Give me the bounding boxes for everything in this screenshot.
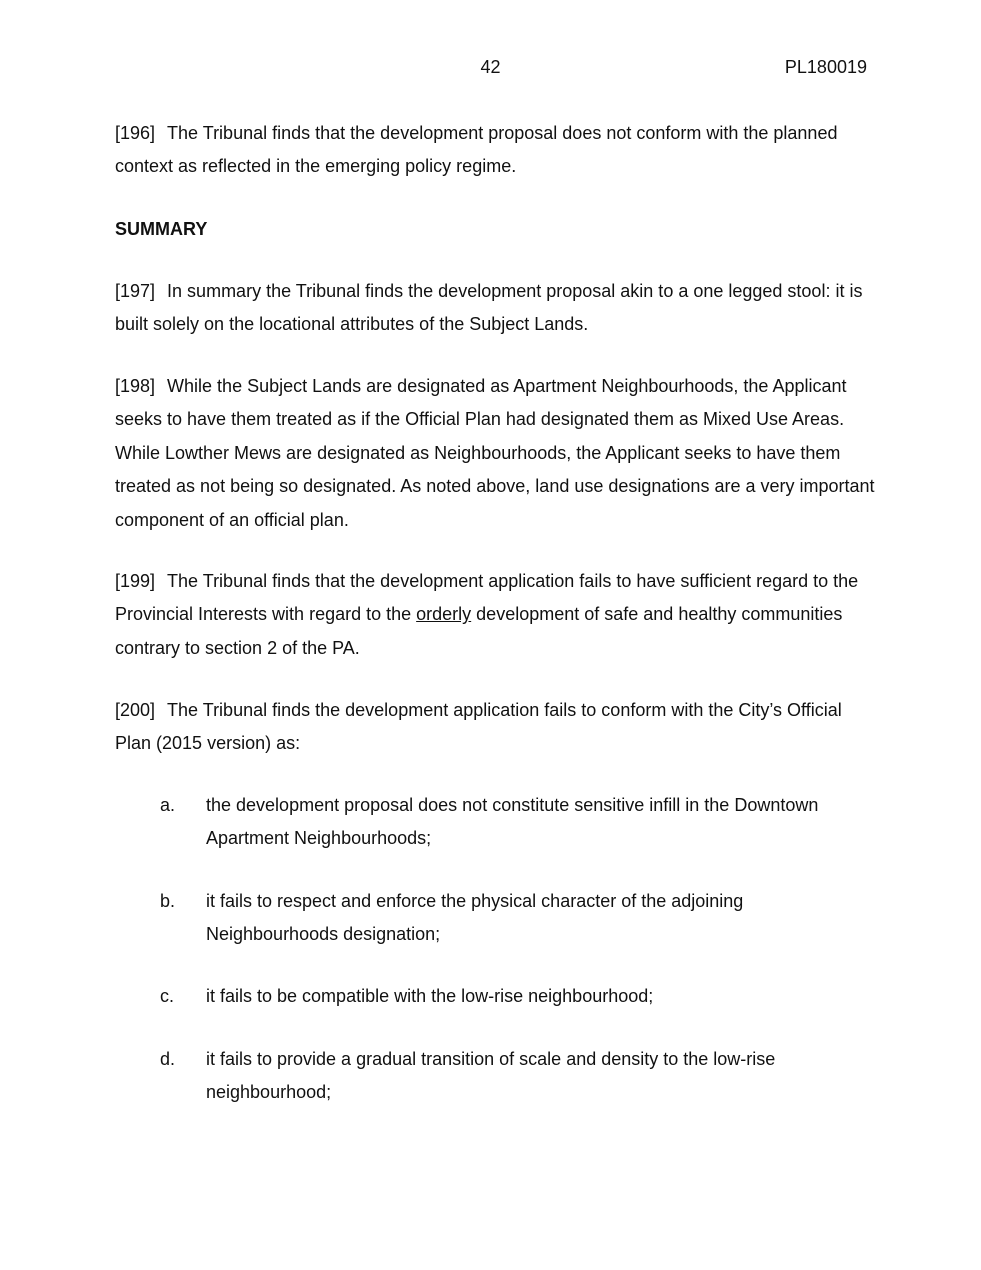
file-number: PL180019 xyxy=(784,57,867,77)
section-heading-summary: SUMMARY xyxy=(115,219,208,239)
list-item-text: it fails to be compatible with the low-rise neighbourhood; xyxy=(206,986,654,1006)
paragraph-200 xyxy=(115,694,875,761)
paragraph-text: The Tribunal finds that the development proposal does not conform with the planned context as reflected in the emerging policy regime. xyxy=(115,123,838,177)
page-number: 42 xyxy=(480,57,501,77)
paragraph-196 xyxy=(115,117,875,184)
paragraph-number: [196] xyxy=(115,123,156,143)
list-item-text: it fails to respect and enforce the physical character of the adjoining Neighbourhoods designation; xyxy=(206,891,744,945)
paragraph-197 xyxy=(115,275,875,342)
paragraph-number: [198] xyxy=(115,376,156,396)
underlined-word: orderly xyxy=(416,604,472,625)
paragraph-number: [197] xyxy=(115,281,156,301)
list-item-d xyxy=(160,1043,875,1110)
paragraph-text-after: development of safe and healthy communities contrary to section 2 of the PA. xyxy=(115,604,843,658)
paragraph-text: The Tribunal finds the development application fails to conform with the City’s Official Plan (2015 version) as: xyxy=(115,700,842,754)
list-marker: d. xyxy=(160,1049,176,1069)
paragraph-199 xyxy=(115,565,875,665)
paragraph-text: In summary the Tribunal finds the development proposal akin to a one legged stool: it is built solely on the locational attributes of the Subject Lands. xyxy=(115,281,863,335)
paragraph-text-before: The Tribunal finds that the development application fails to have sufficient regard to the Provincial Interests with regard to the xyxy=(115,571,859,625)
list-marker: a. xyxy=(160,795,176,815)
list-marker: b. xyxy=(160,891,176,911)
paragraph-number: [199] xyxy=(115,571,156,591)
list-marker: c. xyxy=(160,986,175,1006)
list-item-text: the development proposal does not constitute sensitive infill in the Downtown Apartment Neighbourhoods; xyxy=(206,795,819,849)
list-item-c xyxy=(160,980,875,1013)
paragraph-number: [200] xyxy=(115,700,156,720)
paragraph-198 xyxy=(115,370,875,537)
list-item-a xyxy=(160,789,875,856)
paragraph-text: While the Subject Lands are designated as Apartment Neighbourhoods, the Applicant seeks to have them treated as if the Official Plan had designated them as Mixed Use Areas. While Lowther Mews are designated as Neighbourhoods, the Applicant seeks to have them treated as not being so designated. As noted above, land use designations are a very important component of an official plan. xyxy=(115,376,875,530)
list-item-text: it fails to provide a gradual transition of scale and density to the low-rise neighbourhood; xyxy=(206,1049,776,1103)
list-item-b xyxy=(160,885,875,952)
